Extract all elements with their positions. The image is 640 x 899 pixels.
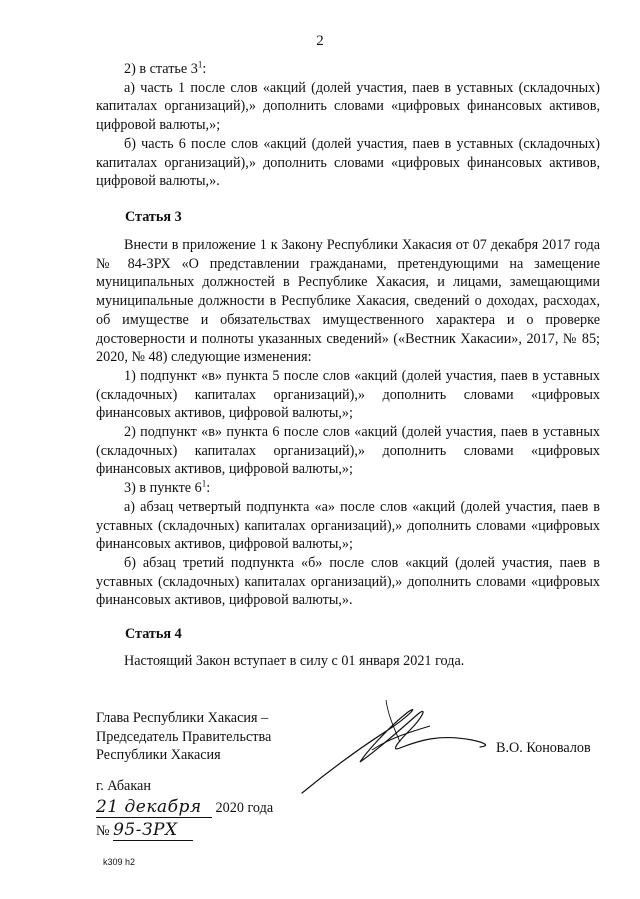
article-4-text: Настоящий Закон вступает в силу с 01 января 2021 года.: [124, 653, 465, 669]
article-3-body: [96, 236, 600, 610]
article-3-heading: Статья 3: [125, 209, 182, 225]
article-3-paragraph: Внести в приложение 1 к Закону Республики Хакасия от 07 декабря 2017 года № 84-ЗРХ «О представлении гражданами, претендующими на замещение муниципальных должностей в Республике Хакасия, и лицами, замещающими муниципальные должности в Республике Хакасия, сведений о доходах, расходах, об имуществе и обязательствах имущественного характера и о проверке достоверности и полноты указанных сведений» («Вестник Хакасии», 2017, № 85; 2020, № 48) следующие изменения:: [96, 237, 600, 366]
page-number: 2: [316, 33, 324, 49]
handwritten-date: 21 декабря: [96, 797, 212, 818]
article-3-paragraph: 1) подпункт «в» пункта 5 после слов «акций (долей участия, паев в уставных (складочных) капиталах организаций),» дополнить словами «цифровых финансовых активов, цифровой валюты,»;: [96, 367, 600, 422]
signatory-name: В.О. Коновалов: [496, 740, 591, 756]
article-3-subparagraph: б) абзац третий подпункта «б» после слов «акций (долей участия, паев в уставных (складочных) капиталах организаций),» дополнить словами «цифровых финансовых активов, цифровой валюты,».: [96, 554, 600, 609]
intro-item: 2) в статье $3^1$:: [124, 59, 207, 77]
intro-item: а) часть 1 после слов «акций (долей участия, паев в уставных (складочных) капиталах организаций),» дополнить словами «цифровых финансовых активов, цифровой валюты,»;: [96, 79, 600, 134]
article-4-heading: Статья 4: [125, 626, 182, 642]
issue-city: г. Абакан: [96, 778, 151, 794]
number-sign: №: [96, 823, 110, 839]
article-3-subparagraph: а) абзац четвертый подпункта «а» после слов «акций (долей участия, паев в уставных (складочных) капиталах организаций),» дополнить словами «цифровых финансовых активов, цифровой валюты,»;: [96, 498, 600, 553]
signatory-title: [96, 709, 271, 765]
signatory-title-line: Глава Республики Хакасия –: [96, 710, 269, 726]
date-year: 2020 года: [215, 800, 274, 816]
law-number: [96, 820, 193, 841]
article-3-item-3: 3) в пункте $6^1$:: [124, 478, 211, 497]
signatory-title-line: Республики Хакасия: [96, 747, 221, 764]
article-3-paragraph: 2) подпункт «в» пункта 6 после слов «акций (долей участия, паев в уставных (складочных) капиталах организаций),» дополнить словами «цифровых финансовых активов, цифровой валюты,»;: [96, 424, 600, 478]
intro-item: б) часть 6 после слов «акций (долей участия, паев в уставных (складочных) капиталах организаций),» дополнить словами «цифровых финансовых активов, цифровой валюты,».: [96, 135, 600, 190]
document-code: k309 h2: [103, 857, 136, 867]
handwritten-signature: [290, 690, 500, 805]
issue-date: [96, 797, 273, 818]
article-4-body: [96, 652, 600, 671]
intro-amendments: [96, 60, 600, 191]
handwritten-number: 95-ЗРХ: [113, 820, 193, 841]
signatory-title-line: Председатель Правительства: [96, 728, 272, 745]
